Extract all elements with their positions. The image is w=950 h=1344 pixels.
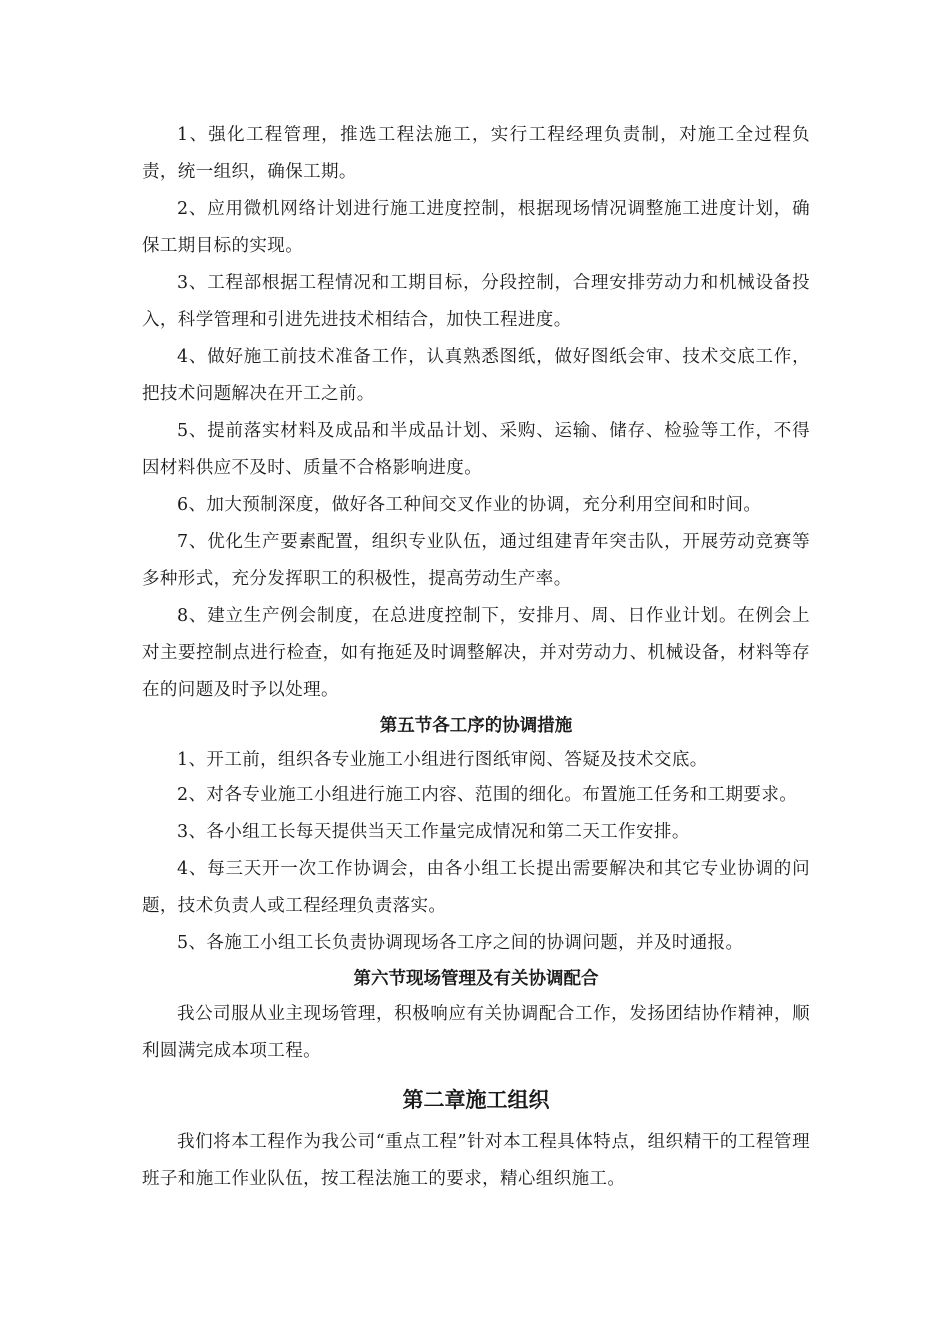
chapter2-heading: 第二章施工组织	[402, 1088, 550, 1112]
section4-item-1: 1、强化工程管理，推选工程法施工，实行工程经理负责制，对施工全过程负责，统一组织，确保工期。	[142, 125, 810, 182]
section4-item-4: 4、做好施工前技术准备工作，认真熟悉图纸，做好图纸会审、技术交底工作，把技术问题解决在开工之前。	[142, 347, 810, 404]
section4-item-5: 5、提前落实材料及成品和半成品计划、采购、运输、储存、检验等工作，不得因材料供应不及时、质量不合格影响进度。	[142, 421, 810, 478]
document-body	[142, 117, 810, 1198]
section5-item-1: 1、开工前，组织各专业施工小组进行图纸审阅、答疑及技术交底。	[177, 750, 708, 770]
section5-item-4: 4、每三天开一次工作协调会，由各小组工长提出需要解决和其它专业协调的问题，技术负责人或工程经理负责落实。	[142, 859, 810, 916]
section5-heading: 第五节各工序的协调措施	[379, 716, 573, 736]
chapter2-paragraph: 我们将本工程作为我公司“重点工程”针对本工程具体特点，组织精干的工程管理班子和施工作业队伍，按工程法施工的要求，精心组织施工。	[142, 1132, 810, 1189]
section5-item-3: 3、各小组工长每天提供当天工作量完成情况和第二天工作安排。	[177, 822, 690, 842]
section4-item-7: 7、优化生产要素配置，组织专业队伍，通过组建青年突击队，开展劳动竞赛等多种形式，充分发挥职工的积极性，提高劳动生产率。	[142, 532, 810, 589]
section4-item-8: 8、建立生产例会制度，在总进度控制下，安排月、周、日作业计划。在例会上对主要控制点进行检查，如有拖延及时调整解决，并对劳动力、机械设备，材料等存在的问题及时予以处理。	[142, 606, 810, 700]
section6-heading: 第六节现场管理及有关协调配合	[353, 969, 599, 989]
section6-paragraph: 我公司服从业主现场管理，积极响应有关协调配合工作，发扬团结协作精神，顺利圆满完成本项工程。	[142, 1004, 810, 1061]
section4-item-2: 2、应用微机网络计划进行施工进度控制，根据现场情况调整施工进度计划，确保工期目标的实现。	[142, 199, 810, 256]
section4-item-6: 6、加大预制深度，做好各工种间交叉作业的协调，充分利用空间和时间。	[177, 495, 762, 515]
section5-item-5: 5、各施工小组工长负责协调现场各工序之间的协调问题，并及时通报。	[177, 933, 744, 953]
section5-item-2: 2、对各专业施工小组进行施工内容、范围的细化。布置施工任务和工期要求。	[177, 785, 798, 805]
section4-item-3: 3、工程部根据工程情况和工期目标，分段控制，合理安排劳动力和机械设备投入，科学管理和引进先进技术相结合，加快工程进度。	[142, 273, 810, 330]
